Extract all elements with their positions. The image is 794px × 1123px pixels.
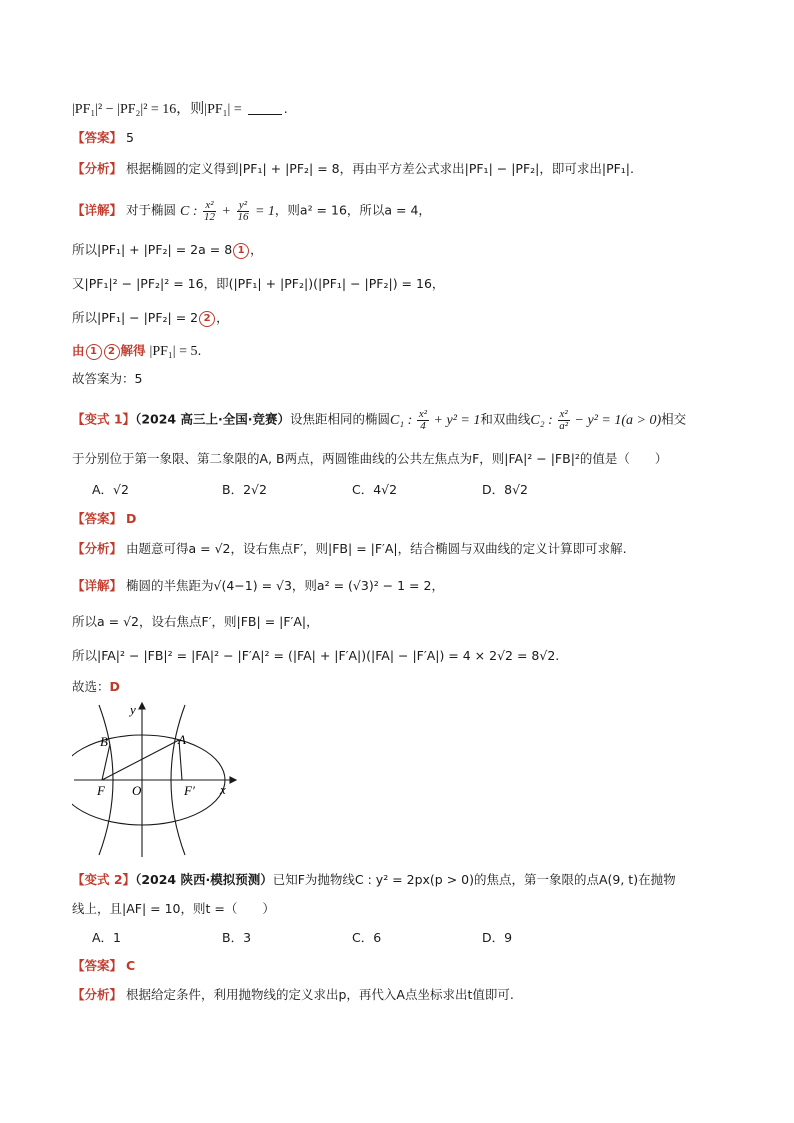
v2-stem-line2: [72, 900, 275, 918]
v1-detail-tag: 【详解】: [72, 578, 123, 593]
v2-answer: C: [126, 958, 136, 973]
v1-answer-line: [72, 510, 136, 528]
v1-detail-line2: [72, 613, 319, 631]
v1-detail-line1: [72, 577, 444, 595]
v1-ellipse-eq: C₁ : $\frac{\text{x²}}{4}$ + y² = 1: [389, 408, 481, 432]
conic-figure: [72, 700, 240, 860]
v2-stem1: 已知F为抛物线C : y² = 2px(p > 0)的焦点，第一象限的点A(9, t)在抛物: [272, 872, 676, 887]
q0-step3-line: 所以|PF₁| − |PF₂| = 2 2 ，: [72, 310, 229, 325]
v2-tag: 【变式 2】: [72, 872, 136, 887]
q0-answer: 5: [126, 130, 134, 145]
q0-frac-x: $\frac{\text{x²}}{12}$: [204, 199, 215, 223]
v1-conclusion-line: [72, 678, 120, 696]
q0-premise-line: |PF₁|² − |PF₂|² = 16，则|PF₁| = .: [72, 101, 288, 117]
q0-step4-lead: 由: [72, 343, 85, 358]
v1-frac-hyperbola: $\frac{\text{x²}}{\text{a²}}$: [559, 408, 569, 432]
v1-analysis-tag: 【分析】: [72, 541, 123, 556]
v1-options: [92, 481, 612, 499]
y-axis-arrow: [139, 703, 145, 709]
q0-conclusion: 故答案为：5: [72, 371, 143, 386]
q0-circle-1: 1: [233, 243, 249, 259]
q0-analysis-tag: 【分析】: [72, 161, 123, 176]
label-B: B: [100, 734, 108, 749]
v1-stem-line2: [72, 450, 667, 468]
v2-stem-line1: [72, 871, 676, 889]
q0-step4-line: 由 1 2 解得 |PF₁| = 5.: [72, 343, 202, 359]
segment-FA: [102, 740, 179, 780]
q0-answer-blank: [248, 114, 282, 115]
q0-answer-line: [72, 129, 134, 147]
v2-analysis: 根据给定条件，利用抛物线的定义求出p，再代入A点坐标求出t值即可.: [126, 987, 514, 1002]
v1-stem-line1: [72, 409, 686, 432]
q0-analysis: 根据椭圆的定义得到|PF₁| + |PF₂| = 8，再由平方差公式求出|PF₁| − |PF₂|，即可求出|PF₁|.: [126, 161, 634, 176]
q0-step2-line: [72, 275, 444, 293]
v2-option-c[interactable]: C．6: [352, 930, 382, 945]
v2-analysis-tag: 【分析】: [72, 987, 123, 1002]
x-axis-arrow: [230, 777, 236, 783]
v2-analysis-line: [72, 986, 514, 1004]
v1-detail1: 椭圆的半焦距为√(4−1) = √3，则a² = (√3)² − 1 = 2，: [126, 578, 444, 593]
v1-hyperbola-eq: C₂ : $\frac{\text{x²}}{\text{a²}}$ − y² = 1(a > 0): [530, 408, 662, 432]
label-F-prime: F′: [184, 783, 195, 798]
v1-tag: 【变式 1】: [72, 411, 136, 427]
v1-detail-line3: [72, 647, 559, 665]
v1-option-d[interactable]: D．8√2: [482, 482, 528, 497]
v1-frac-ellipse: $\frac{\text{x²}}{4}$: [418, 408, 428, 432]
v1-analysis-line: [72, 540, 627, 558]
q0-answer-tag: 【答案】: [72, 130, 123, 145]
label-y: y: [130, 702, 136, 717]
q0-analysis-line: [72, 160, 634, 178]
v1-option-b[interactable]: B．2√2: [222, 482, 267, 497]
q0-detail-tag: 【详解】: [72, 202, 123, 218]
q0-step4-mid: 解得: [120, 343, 146, 358]
v1-analysis: 由题意可得a = √2，设右焦点F′，则|FB| = |F′A|，结合椭圆与双曲线的定义计算即可求解.: [126, 541, 627, 556]
segment-FB: [102, 744, 110, 780]
v2-option-d[interactable]: D．9: [482, 930, 513, 945]
v2-option-a[interactable]: A．1: [92, 930, 122, 945]
v1-option-c[interactable]: C．4√2: [352, 482, 398, 497]
q0-step4-math: |PF₁| = 5: [149, 344, 198, 359]
v2-answer-line: [72, 957, 135, 975]
v1-conclusion: D: [109, 679, 120, 694]
q0-detail-lead: 对于椭圆: [126, 202, 177, 218]
q0-conclusion-line: [72, 370, 142, 388]
v1-conclusion-tag: 故选：: [72, 679, 110, 694]
v1-detail2: 所以a = √2，设右焦点F′，则|FB| = |F′A|，: [72, 614, 319, 629]
label-O: O: [132, 783, 142, 798]
v1-answer-tag: 【答案】: [72, 511, 123, 526]
q0-detail-line: [72, 200, 431, 223]
q0-detail-tail: ，则a² = 16，所以a = 4，: [274, 202, 431, 218]
label-x: x: [220, 782, 226, 797]
label-F: F: [97, 783, 105, 798]
v1-source: （2024 高三上·全国·竞赛）: [135, 411, 290, 427]
v2-stem2: 线上，且|AF| = 10，则t =（ ）: [72, 901, 275, 916]
q0-ellipse-eq: C : $\frac{\text{x²}}{12}$ + $\frac{\text{y²}}{16}$ = 1: [180, 199, 275, 223]
q0-circle-1-ref: 1: [86, 344, 102, 360]
v1-detail3: 所以|FA|² − |FB|² = |FA|² − |F′A|² = (|FA| + |F′A|)(|FA| − |F′A|) = 4 × 2√2 = 8√2.: [72, 648, 560, 663]
v1-stem2: 于分别位于第一象限、第二象限的A, B两点，两圆锥曲线的公共左焦点为F，则|FA|² − |FB|²的值是（ ）: [72, 451, 668, 466]
v1-stem-a: 设焦距相同的椭圆: [289, 411, 390, 427]
q0-step2: 又|PF₁|² − |PF₂|² = 16，即(|PF₁| + |PF₂|)(|PF₁| − |PF₂|) = 16，: [72, 276, 445, 291]
v2-options: [92, 929, 612, 947]
v1-answer: D: [126, 511, 137, 526]
label-A: A: [178, 732, 186, 747]
v1-stem-c: 相交: [661, 411, 687, 427]
v1-stem-b: 和双曲线: [480, 411, 531, 427]
v2-source: （2024 陕西·模拟预测）: [135, 872, 273, 887]
v2-answer-tag: 【答案】: [72, 958, 123, 973]
v2-option-b[interactable]: B．3: [222, 930, 252, 945]
q0-step1: 所以|PF₁| + |PF₂| = 2a = 8: [72, 242, 233, 257]
q0-premise: |PF₁|² − |PF₂|² = 16，则|PF₁| =: [72, 102, 242, 117]
q0-step3: 所以|PF₁| − |PF₂| = 2: [72, 310, 199, 325]
q0-frac-y: $\frac{\text{y²}}{16}$: [237, 199, 249, 223]
v1-option-a[interactable]: A．√2: [92, 482, 129, 497]
q0-circle-2: 2: [199, 311, 215, 327]
q0-circle-2-ref: 2: [104, 344, 120, 360]
q0-step1-line: 所以|PF₁| + |PF₂| = 2a = 8 1 ，: [72, 242, 263, 257]
